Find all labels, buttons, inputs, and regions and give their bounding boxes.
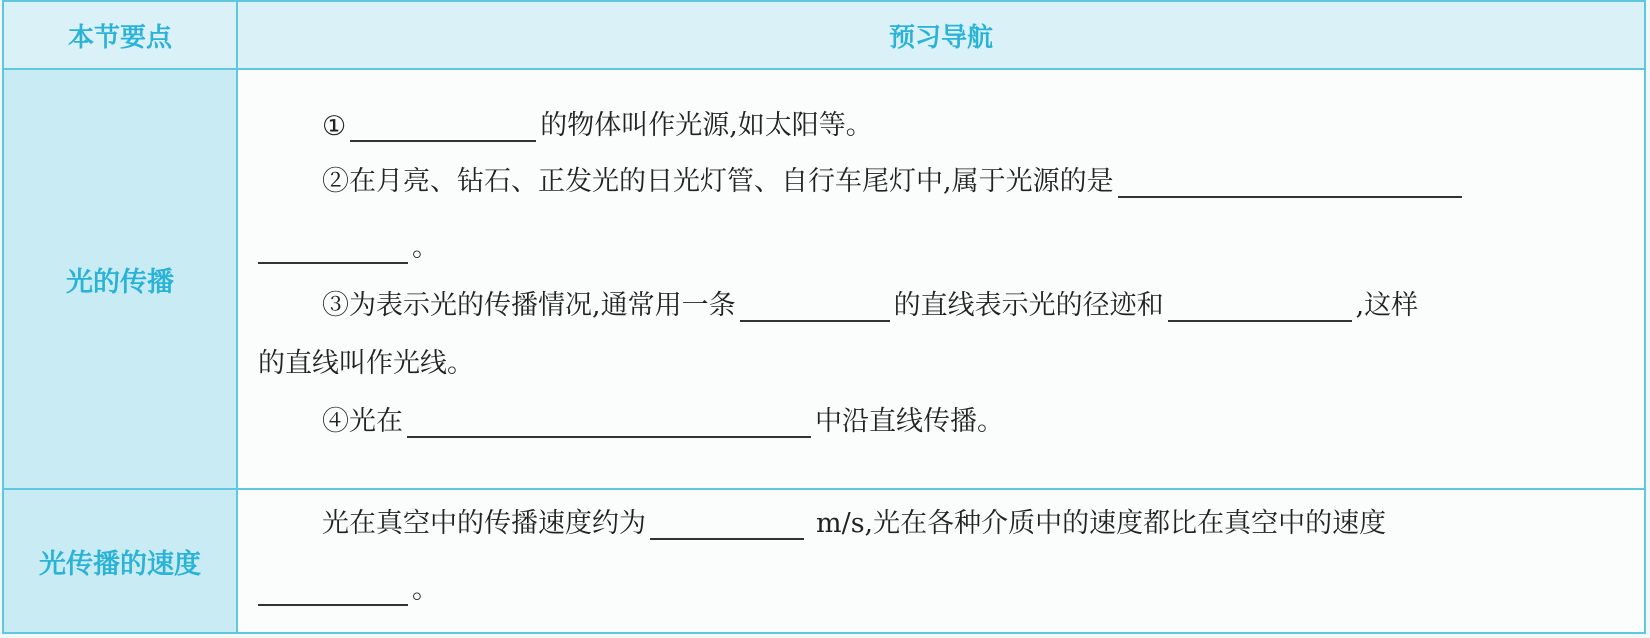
- speed-question-part-a: 光在真空中的传播速度约为: [322, 508, 646, 539]
- answer-blank-3a[interactable]: [740, 290, 890, 322]
- question-2-text: ②在月亮、钻石、正发光的日光灯管、自行车尾灯中,属于光源的是: [322, 166, 1114, 197]
- question-4-part-a: ④光在: [322, 406, 403, 437]
- column-divider: [236, 2, 238, 632]
- header-preview-guide: 预习导航: [888, 22, 993, 53]
- question-2: [258, 158, 1466, 198]
- row-divider: [4, 488, 1644, 490]
- section-label-light-speed: 光传播的速度: [39, 548, 201, 580]
- speed-question-continued: [258, 566, 439, 606]
- question-1-text: 的物体叫作光源,如太阳等。: [540, 110, 873, 141]
- question-3-part-d: 的直线叫作光线。: [258, 348, 474, 379]
- preview-table: [2, 0, 1646, 634]
- question-1-number: ①: [322, 111, 347, 142]
- answer-blank-speed[interactable]: [650, 508, 804, 540]
- question-1: [258, 102, 873, 142]
- answer-blank-2a[interactable]: [1118, 166, 1462, 198]
- question-3-continued: [258, 340, 474, 380]
- question-2-end: 。: [412, 232, 439, 263]
- question-4: [258, 398, 1004, 438]
- answer-blank-compare[interactable]: [258, 574, 408, 606]
- question-2-continued: [258, 224, 439, 264]
- answer-blank-4[interactable]: [407, 406, 811, 438]
- question-4-part-b: 中沿直线传播。: [815, 406, 1004, 437]
- speed-question-part-b: m/s,光在各种介质中的速度都比在真空中的速度: [816, 508, 1387, 539]
- answer-blank-1[interactable]: [350, 110, 536, 142]
- speed-question-end: 。: [412, 574, 439, 605]
- question-3-part-c: ,这样: [1355, 290, 1419, 321]
- answer-blank-3b[interactable]: [1168, 290, 1352, 322]
- question-3: [258, 282, 1418, 322]
- speed-question: [258, 500, 1386, 540]
- question-3-part-b: 的直线表示光的径迹和: [893, 290, 1164, 321]
- answer-blank-2b[interactable]: [258, 232, 408, 264]
- section-label-light-propagation: 光的传播: [66, 266, 174, 298]
- header-key-points: 本节要点: [67, 22, 172, 53]
- question-3-part-a: ③为表示光的传播情况,通常用一条: [322, 290, 736, 321]
